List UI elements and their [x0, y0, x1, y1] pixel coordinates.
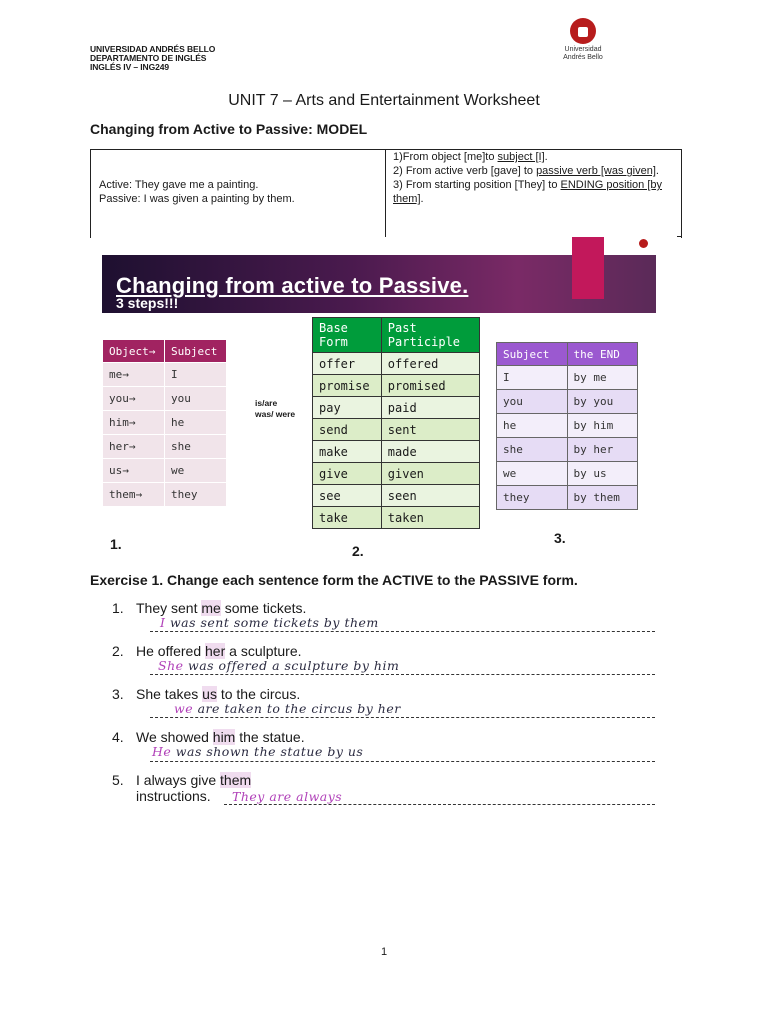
table-row — [103, 387, 227, 411]
step-label-2: 2. — [352, 543, 364, 559]
course-code: INGLÉS IV – ING249 — [90, 62, 169, 72]
table-cell: by him — [567, 414, 638, 438]
table-cell: seen — [381, 485, 479, 507]
object-subject-table — [102, 339, 227, 507]
table-cell: you — [497, 390, 568, 414]
university-crest-icon — [570, 18, 596, 44]
table-cell: make — [313, 441, 382, 463]
handwritten-answer — [174, 701, 401, 716]
logo-text-line: Universidad — [564, 46, 602, 53]
table-row — [313, 397, 480, 419]
table-cell: we — [497, 462, 568, 486]
slide-title: Changing from active to Passive. — [116, 273, 469, 298]
be-forms-note — [255, 398, 295, 420]
passive-steps-slide — [102, 237, 656, 567]
exercise-title: Exercise 1. Change each sentence form the ACTIVE to the PASSIVE form. — [90, 572, 578, 588]
table-cell: see — [313, 485, 382, 507]
answer-text: They are always — [232, 789, 343, 804]
model-examples — [99, 178, 295, 206]
item-number: 1. — [112, 600, 124, 616]
item-number: 4. — [112, 729, 124, 745]
table-cell: send — [313, 419, 382, 441]
exercise-item-5 — [112, 772, 251, 788]
slide-accent — [572, 237, 604, 299]
table-row — [497, 486, 638, 510]
verb-forms-table — [312, 317, 480, 529]
active-example: Active: They gave me a painting. — [99, 179, 259, 191]
be-forms-past: was/ were — [255, 409, 296, 419]
table-row — [313, 375, 480, 397]
item-text: We showed — [136, 729, 213, 745]
model-step-3 — [393, 178, 677, 206]
table-cell: I — [497, 366, 568, 390]
table-row — [497, 414, 638, 438]
passive-example: Passive: I was given a painting by them. — [99, 193, 295, 205]
model-step-1 — [393, 150, 677, 164]
table-cell: taken — [381, 507, 479, 529]
exercise-item-4 — [112, 729, 305, 745]
answer-text: are taken to the circus by her — [197, 701, 401, 716]
exercise-item-1 — [112, 600, 306, 616]
answer-text: was offered a sculpture by him — [188, 658, 400, 673]
answer-text: was shown the statue by us — [175, 744, 364, 759]
table-row — [313, 507, 480, 529]
highlighted-object: her — [205, 643, 226, 659]
table-row — [497, 462, 638, 486]
answer-line[interactable] — [150, 716, 655, 718]
step-target: passive verb [was given] — [536, 165, 656, 177]
table-cell: by us — [567, 462, 638, 486]
table-cell: she — [497, 438, 568, 462]
table-row — [313, 419, 480, 441]
table-row — [497, 438, 638, 462]
table-cell: promised — [381, 375, 479, 397]
table-cell: you — [165, 387, 227, 411]
answer-subject: we — [174, 701, 194, 716]
logo-text — [548, 46, 618, 61]
step-label-1: 1. — [110, 536, 122, 552]
table-cell: pay — [313, 397, 382, 419]
table-cell: you→ — [103, 387, 165, 411]
model-box — [90, 149, 682, 238]
model-box-corner — [677, 236, 681, 237]
department-name: DEPARTAMENTO DE INGLÉS — [90, 53, 207, 63]
model-steps — [393, 150, 677, 206]
table-row — [313, 441, 480, 463]
item-number: 2. — [112, 643, 124, 659]
step-text: 1)From object [me]to — [393, 151, 498, 163]
answer-subject: I — [160, 615, 166, 630]
table-header: Base Form — [313, 318, 382, 353]
table-cell: sent — [381, 419, 479, 441]
highlighted-object: us — [202, 686, 217, 702]
table-cell: by you — [567, 390, 638, 414]
step-label-3: 3. — [554, 530, 566, 546]
highlighted-object: them — [220, 772, 252, 788]
table-cell: promise — [313, 375, 382, 397]
table-row — [313, 485, 480, 507]
handwritten-answer — [160, 615, 379, 630]
table-cell: us→ — [103, 459, 165, 483]
step-text: 3) From starting position [They] to — [393, 179, 561, 191]
table-header: Subject — [497, 343, 568, 366]
table-header: Past Participle — [381, 318, 479, 353]
answer-line[interactable] — [150, 760, 655, 762]
model-step-2 — [393, 164, 677, 178]
slide-subtitle: 3 steps!!! — [116, 295, 179, 311]
item-number: 3. — [112, 686, 124, 702]
answer-subject: She — [158, 658, 184, 673]
table-cell: given — [381, 463, 479, 485]
exercise-item-2 — [112, 643, 302, 659]
table-cell: give — [313, 463, 382, 485]
table-row — [497, 390, 638, 414]
table-cell: offered — [381, 353, 479, 375]
table-header: Subject — [165, 340, 227, 363]
table-cell: paid — [381, 397, 479, 419]
table-cell: they — [497, 486, 568, 510]
exercise-item-5-continued: instructions. — [136, 788, 211, 804]
table-header: the END — [567, 343, 638, 366]
table-cell: them→ — [103, 483, 165, 507]
table-cell: he — [497, 414, 568, 438]
page-number: 1 — [380, 946, 388, 958]
table-cell: he — [165, 411, 227, 435]
table-cell: him→ — [103, 411, 165, 435]
table-cell: me→ — [103, 363, 165, 387]
table-row — [103, 483, 227, 507]
answer-line[interactable] — [150, 630, 655, 632]
table-cell: we — [165, 459, 227, 483]
table-cell: made — [381, 441, 479, 463]
table-cell: offer — [313, 353, 382, 375]
table-cell: she — [165, 435, 227, 459]
table-row — [497, 366, 638, 390]
institution-name: UNIVERSIDAD ANDRÉS BELLO — [90, 44, 216, 54]
logo-text-line: Andrés Bello — [563, 53, 603, 61]
item-text: to the circus. — [216, 686, 301, 702]
table-cell: they — [165, 483, 227, 507]
table-row — [103, 459, 227, 483]
table-cell: by them — [567, 486, 638, 510]
step-text: 2) From active verb [gave] to — [393, 165, 537, 177]
step-target: subject [I] — [497, 151, 545, 163]
table-row — [313, 353, 480, 375]
handwritten-answer — [232, 789, 342, 804]
subject-end-table — [496, 342, 638, 510]
item-text: some tickets. — [220, 600, 307, 616]
slide-logo-icon — [634, 239, 652, 255]
table-cell: her→ — [103, 435, 165, 459]
item-text: He offered — [136, 643, 206, 659]
highlighted-object: me — [201, 600, 221, 616]
step-target: ENDING position [by them] — [393, 179, 662, 205]
page-title: UNIT 7 – Arts and Entertainment Worksheet — [228, 92, 540, 109]
answer-text: was sent some tickets by them — [169, 615, 379, 630]
table-cell: by her — [567, 438, 638, 462]
model-heading: Changing from Active to Passive: MODEL — [90, 121, 368, 137]
handwritten-answer — [152, 744, 363, 759]
table-header: Object→ — [103, 340, 165, 363]
model-divider — [385, 150, 386, 238]
step-text: . — [655, 165, 659, 177]
be-forms-present: is/are — [255, 398, 278, 408]
table-row — [313, 463, 480, 485]
table-cell: by me — [567, 366, 638, 390]
item-text: a sculpture. — [225, 643, 302, 659]
highlighted-object: him — [212, 729, 236, 745]
table-row — [103, 411, 227, 435]
exercise-item-3 — [112, 686, 300, 702]
item-text: I always give — [136, 772, 221, 788]
university-logo — [548, 18, 618, 61]
item-text: They sent — [136, 600, 202, 616]
table-row — [103, 363, 227, 387]
table-cell: I — [165, 363, 227, 387]
table-cell: take — [313, 507, 382, 529]
item-number: 5. — [112, 772, 124, 788]
institution-header — [90, 45, 215, 72]
item-text: the statue. — [235, 729, 305, 745]
handwritten-answer — [158, 658, 399, 673]
item-text: She takes — [136, 686, 203, 702]
step-text: . — [420, 193, 424, 205]
step-text: . — [544, 151, 548, 163]
answer-subject: He — [152, 744, 172, 759]
table-row — [103, 435, 227, 459]
answer-line[interactable] — [150, 673, 655, 675]
